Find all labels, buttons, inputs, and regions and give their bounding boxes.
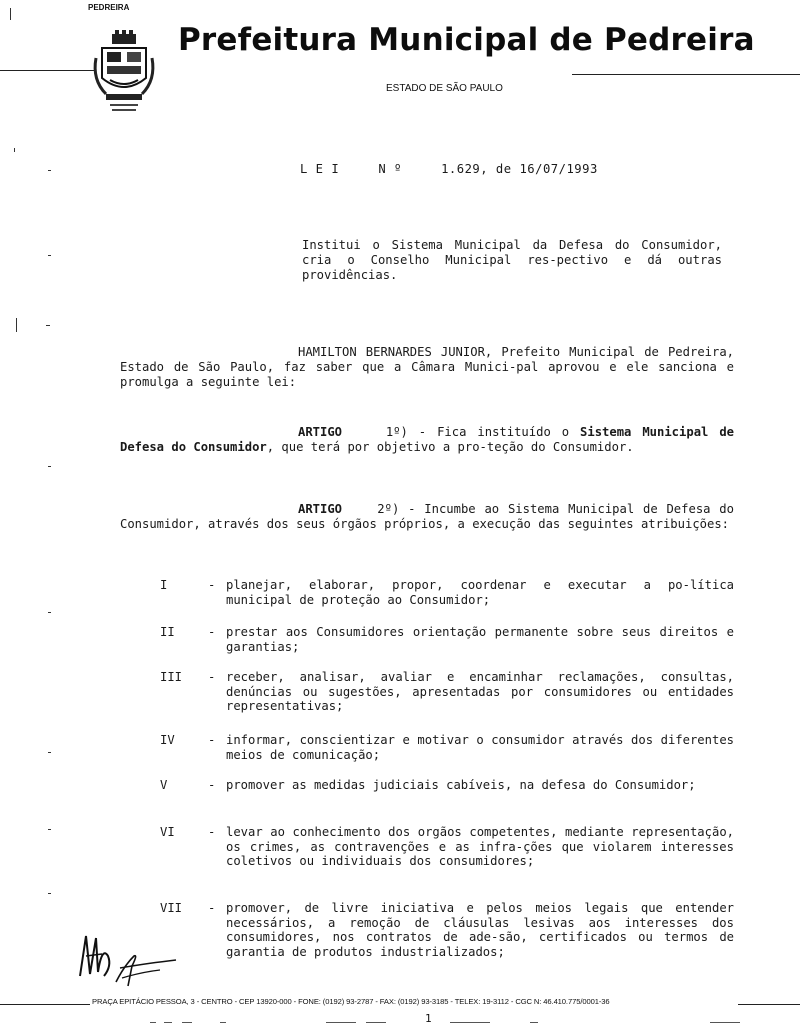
article-1-text-b: , que terá por objetivo a pro-teção do Consumidor. bbox=[266, 440, 634, 454]
footer-rule-left bbox=[0, 1004, 90, 1005]
scan-mark bbox=[48, 829, 51, 830]
item-number: I bbox=[160, 578, 168, 592]
scan-mark bbox=[46, 325, 50, 326]
scan-mark bbox=[48, 255, 51, 256]
item-text: informar, conscientizar e motivar o consumidor através dos diferentes meios de comunicação; bbox=[226, 733, 734, 762]
item-number: V bbox=[160, 778, 168, 792]
article-1 bbox=[120, 425, 734, 455]
item-dash: - bbox=[208, 825, 216, 839]
item-dash: - bbox=[208, 670, 216, 684]
law-heading: L E I N º 1.629, de 16/07/1993 bbox=[300, 162, 598, 176]
scan-mark bbox=[14, 148, 15, 152]
signature-icon bbox=[72, 926, 182, 990]
article-1-text-a: - Fica instituído o bbox=[407, 425, 581, 439]
item-text: receber, analisar, avaliar e encaminhar reclamações, consultas, denúncias ou sugestões, apresentadas por consumidores ou entidades representativas; bbox=[226, 670, 734, 713]
item-text: prestar aos Consumidores orientação permanente sobre seus direitos e garantias; bbox=[226, 625, 734, 654]
footer-rule-right bbox=[738, 1004, 800, 1005]
article-1-bold-text: Sistema Municipal de Defesa do Consumidor bbox=[120, 425, 734, 454]
scan-mark bbox=[16, 318, 17, 332]
scan-mark bbox=[48, 466, 51, 467]
seal-text: PEDREIRA bbox=[88, 3, 130, 12]
mayor-name: HAMILTON BERNARDES JUNIOR bbox=[298, 345, 485, 359]
item-dash: - bbox=[208, 578, 216, 592]
item-dash: - bbox=[208, 778, 216, 792]
preamble-paragraph bbox=[120, 345, 734, 390]
state-subtitle: ESTADO DE SÃO PAULO bbox=[386, 83, 503, 94]
scan-mark bbox=[10, 8, 11, 20]
preamble-text: , Prefeito Municipal de Pedreira, Estado de São Paulo, faz saber que a Câmara Munici-pal aprovou e ele sanciona e promulga a seguinte lei: bbox=[120, 345, 735, 389]
item-number: IV bbox=[160, 733, 175, 747]
header-rule-right bbox=[572, 74, 800, 75]
article-2 bbox=[120, 502, 734, 532]
city-seal-icon bbox=[88, 3, 160, 118]
article-1-label: ARTIGO bbox=[298, 425, 343, 439]
item-number: VI bbox=[160, 825, 175, 839]
item-number: III bbox=[160, 670, 183, 684]
footer-address: PRAÇA EPITÁCIO PESSOA, 3 - CENTRO - CEP 13920-000 - FONE: (0192) 93-2787 - FAX: (0192) 93-3185 - TELEX: 19-3112 - CGC N: 46.410.775/0001-36 bbox=[92, 997, 610, 1006]
article-2-text: - Incumbe ao Sistema Municipal de Defesa do Consumidor, através dos seus órgãos próprios, a execução das seguintes atribuições: bbox=[120, 502, 734, 531]
law-summary: Institui o Sistema Municipal da Defesa do Consumidor, cria o Conselho Municipal res-pectivo e dá outras providências. bbox=[302, 238, 722, 282]
item-text: promover as medidas judiciais cabíveis, na defesa do Consumidor; bbox=[226, 778, 696, 792]
scan-noise-strip bbox=[150, 1020, 780, 1026]
scan-mark bbox=[48, 893, 51, 894]
item-dash: - bbox=[208, 901, 216, 915]
item-text: levar ao conhecimento dos orgãos competentes, mediante representação, os crimes, as contravenções e as infra-ções que violarem interesses coletivos ou individuais dos consumidores; bbox=[226, 825, 734, 868]
article-2-number: 2º) bbox=[377, 502, 400, 516]
item-number: VII bbox=[160, 901, 183, 915]
article-1-number: 1º) bbox=[385, 425, 408, 439]
item-text: promover, de livre iniciativa e pelos meios legais que entender necessários, a remoção de cláusulas lesivas aos interesses dos consumidores, nos contratos de ade-são, certificados ou termos de garantia de produtos industrializados; bbox=[226, 901, 734, 959]
scan-mark bbox=[48, 752, 51, 753]
page-number: 1 bbox=[425, 1012, 432, 1025]
item-dash: - bbox=[208, 733, 216, 747]
scan-mark bbox=[48, 612, 51, 613]
page-title: Prefeitura Municipal de Pedreira bbox=[178, 22, 755, 58]
item-dash: - bbox=[208, 625, 216, 639]
header-rule-left bbox=[0, 70, 96, 71]
item-text: planejar, elaborar, propor, coordenar e executar a po-lítica municipal de proteção ao Consumidor; bbox=[226, 578, 734, 607]
article-2-label: ARTIGO bbox=[298, 502, 343, 516]
scan-mark bbox=[48, 170, 51, 171]
item-number: II bbox=[160, 625, 175, 639]
